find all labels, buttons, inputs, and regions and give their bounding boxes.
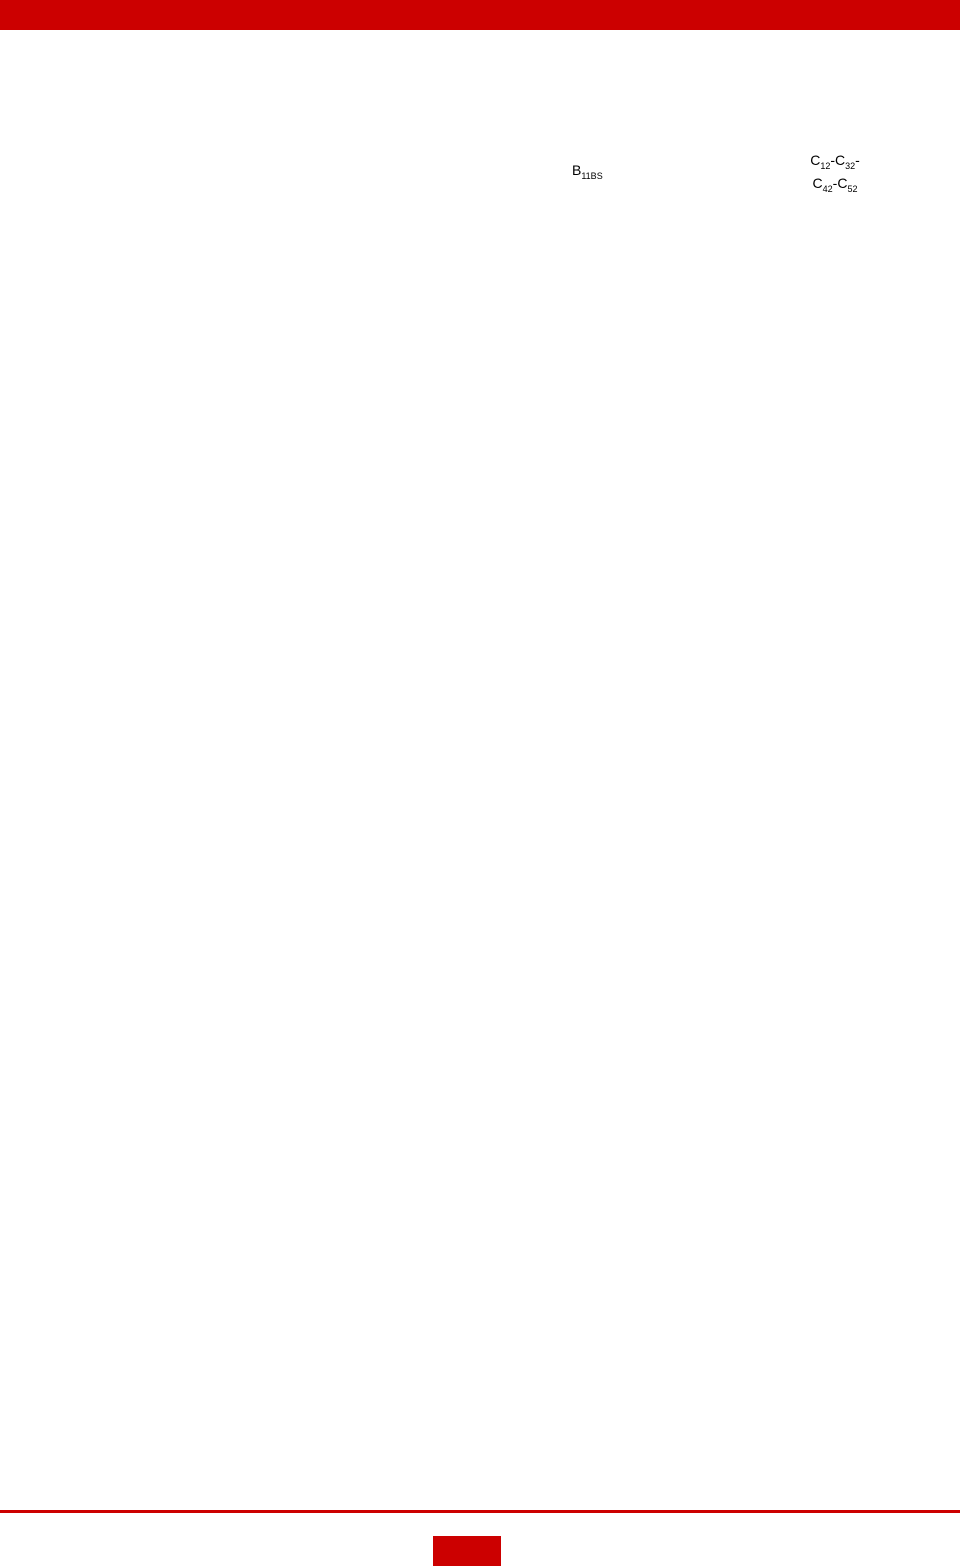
footer-line xyxy=(0,1510,960,1513)
header-banner xyxy=(0,0,960,30)
tipus-group-2: $C_{12}-C_{32}-$ $C_{42}-C_{52}$ xyxy=(810,152,860,194)
tipus-group-1: $B_{11BS}$ xyxy=(572,162,603,181)
page-number xyxy=(433,1536,501,1566)
